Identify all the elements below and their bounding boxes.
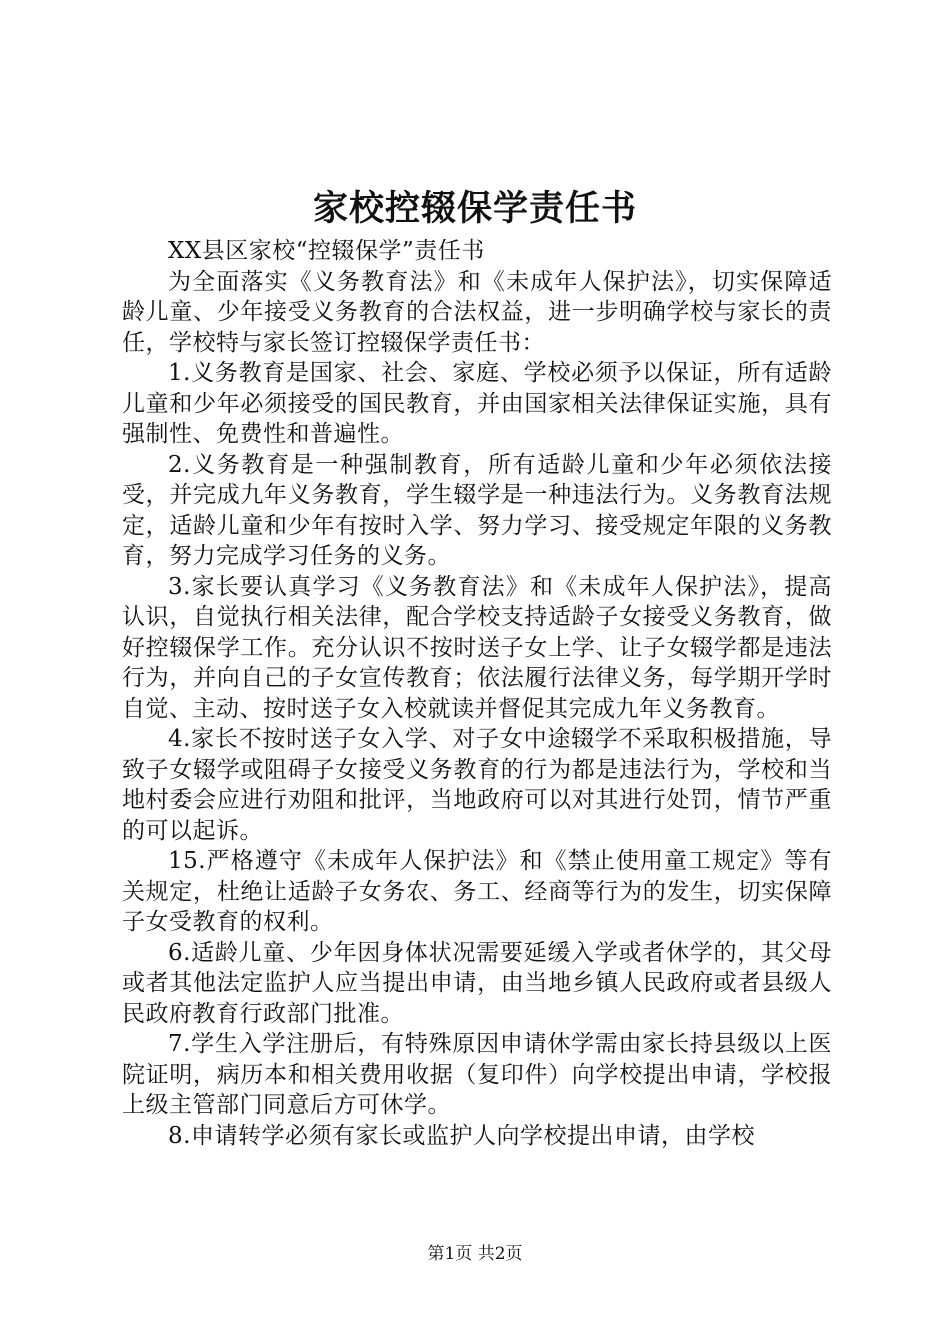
paragraph-item-1: 1.义务教育是国家、社会、家庭、学校必须予以保证，所有适龄儿童和少年必须接受的国民教育，并由国家相关法律保证实施，具有强制性、免费性和普遍性。 bbox=[122, 360, 832, 447]
paragraph-item-15: 15.严格遵守《未成年人保护法》和《禁止使用童工规定》等有关规定，杜绝让适龄子女务农、务工、经商等行为的发生，切实保障子女受教育的权利。 bbox=[122, 848, 832, 935]
paragraph-item-4: 4.家长不按时送子女入学、对子女中途辍学不采取积极措施，导致子女辍学或阻碍子女接受义务教育的行为都是违法行为，学校和当地村委会应进行劝阻和批评，当地政府可以对其进行处罚，情节严重的可以起诉。 bbox=[122, 726, 832, 844]
document-title: 家校控辍保学责任书 bbox=[312, 189, 637, 229]
paragraph-heading: XX县区家校“控辍保学”责任书 bbox=[168, 238, 485, 264]
paragraph-item-2: 2.义务教育是一种强制教育，所有适龄儿童和少年必须依法接受，并完成九年义务教育，学生辍学是一种违法行为。义务教育法规定，适龄儿童和少年有按时入学、努力学习、接受规定年限的义务教育，努力完成学习任务的义务。 bbox=[122, 451, 832, 569]
paragraph-item-8: 8.申请转学必须有家长或监护人向学校提出申请，由学校 bbox=[168, 1122, 755, 1149]
paragraph-intro: 为全面落实《义务教育法》和《未成年人保护法》，切实保障适龄儿童、少年接受义务教育的合法权益，进一步明确学校与家长的责任，学校特与家长签订控辍保学责任书： bbox=[122, 268, 832, 356]
document-body bbox=[122, 236, 832, 1151]
page-number-footer: 第1页 共2页 bbox=[427, 1244, 523, 1264]
paragraph-item-6: 6.适龄儿童、少年因身体状况需要延缓入学或者休学的，其父母或者其他法定监护人应当提出申请，由当地乡镇人民政府或者县级人民政府教育行政部门批准。 bbox=[122, 939, 832, 1027]
paragraph-item-3: 3.家长要认真学习《义务教育法》和《未成年人保护法》，提高认识，自觉执行相关法律，配合学校支持适龄子女接受义务教育，做好控辍保学工作。充分认识不按时送子女上学、让子女辍学都是违法行为，并向自己的子女宣传教育；依法履行法律义务，每学期开学时自觉、主动、按时送子女入校就读并督促其完成九年义务教育。 bbox=[122, 573, 832, 722]
paragraph-item-7: 7.学生入学注册后，有特殊原因申请休学需由家长持县级以上医院证明，病历本和相关费用收据（复印件）向学校提出申请，学校报上级主管部门同意后方可休学。 bbox=[122, 1031, 832, 1118]
